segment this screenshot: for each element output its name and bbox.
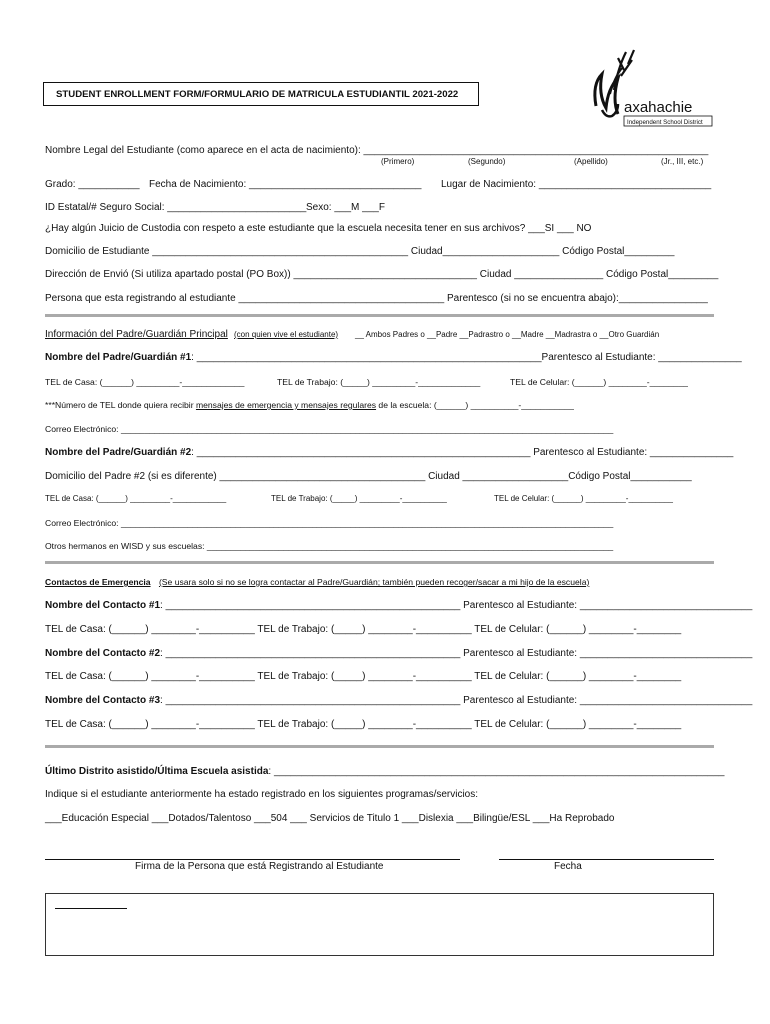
parent1-label: Nombre del Padre/Guardián #1 [45, 352, 192, 363]
section-divider [45, 314, 714, 317]
direccion-envio-field[interactable]: Dirección de Envió (Si utiliza apartado postal (PO Box)) _________________________________ Ciudad ________________ Código Postal_________ [45, 269, 719, 280]
contact1-row[interactable] [45, 600, 752, 611]
ultimo-distrito-row[interactable] [45, 766, 724, 777]
label-primero: (Primero) [381, 157, 415, 166]
lugar-nacimiento-field[interactable]: Lugar de Nacimiento: _______________________________ [441, 179, 712, 190]
emergency-phone-line[interactable]: de la escuela: (______) __________-___________ [376, 400, 574, 410]
id-estatal-field[interactable]: ID Estatal/# Seguro Social: _________________________ [45, 202, 307, 213]
parent2-row[interactable] [45, 447, 733, 458]
contact2-tel-row[interactable]: TEL de Casa: (______) ________-__________ TEL de Trabajo: (_____) ________-__________ TEL de Celular: (______) ________-________ [45, 671, 682, 682]
emergency-heading-row [45, 577, 589, 587]
parent2-label: Nombre del Padre/Guardián #2 [45, 447, 192, 458]
district-logo [588, 44, 714, 130]
contact1-line[interactable]: : _____________________________________________________ Parentesco al Estudiante: _______________________________ [160, 600, 753, 611]
grado-field[interactable]: Grado: ___________ [45, 179, 140, 190]
logo-subtitle: Independent School District [627, 119, 703, 126]
parent2-line[interactable]: : ____________________________________________________________ Parentesco al Estudiante: _______________ [191, 447, 734, 458]
wheat-logo-icon [588, 44, 714, 130]
section-divider [45, 561, 714, 564]
emergency-phone-underlined: mensajes de emergencia y mensajes regulares [195, 400, 377, 410]
parent1-line[interactable]: : ______________________________________________________________Parentesco al Estudiante: _______________ [191, 352, 742, 363]
domicilio-field[interactable]: Domicilio de Estudiante ______________________________________________ Ciudad_____________________ Código Postal_________ [45, 246, 675, 257]
label-apellido: (Apellido) [574, 157, 608, 166]
date-label: Fecha [554, 861, 582, 872]
parent-section-heading: Información del Padre/Guardián Principal [45, 329, 228, 340]
contact2-row[interactable] [45, 648, 752, 659]
label-segundo: (Segundo) [468, 157, 506, 166]
form-title: STUDENT ENROLLMENT FORM/FORMULARIO DE MATRICULA ESTUDIANTIL 2021-2022 [56, 89, 459, 100]
parent1-row[interactable] [45, 352, 742, 363]
custodia-question[interactable]: ¿Hay algún Juicio de Custodia con respeto a este estudiante que la escuela necesita tener en sus archivos? ___SI ___ NO [45, 223, 592, 234]
contact2-line[interactable]: : _____________________________________________________ Parentesco al Estudiante: _______________________________ [160, 648, 753, 659]
ultimo-distrito-label: Último Distrito asistido/Última Escuela asistida [45, 766, 269, 777]
correo1-field[interactable]: Correo Electrónico: _______________________________________________________________________________________________________ [45, 424, 614, 434]
domicilio2-field[interactable]: Domicilio del Padre #2 (si es diferente) _____________________________________ Ciudad ___________________Código Postal___________ [45, 471, 692, 482]
parent-options[interactable]: __ Ambos Padres o __Padre __Padrastro o __Madre __Madrastra o __Otro Guardián [355, 330, 660, 339]
parent1-tel-casa[interactable]: TEL de Casa: (______) _________-_____________ [45, 377, 245, 387]
parent-section-note: (con quien vive el estudiante) [234, 330, 339, 339]
contact3-row[interactable] [45, 695, 752, 706]
contact3-tel-row[interactable]: TEL de Casa: (______) ________-__________ TEL de Trabajo: (_____) ________-__________ TEL de Celular: (______) ________-________ [45, 719, 682, 730]
sexo-field[interactable]: Sexo: ___M ___F [306, 202, 385, 213]
section-divider [45, 745, 714, 748]
emergency-heading: Contactos de Emergencia [45, 577, 151, 587]
office-use-box [45, 893, 714, 956]
contact1-tel-row[interactable]: TEL de Casa: (______) ________-__________ TEL de Trabajo: (_____) ________-__________ TEL de Celular: (______) ________-________ [45, 624, 682, 635]
correo2-field[interactable]: Correo Electrónico: _______________________________________________________________________________________________________ [45, 518, 614, 528]
emergency-heading-note: (Se usara solo si no se logra contactar al Padre/Guardián; también pueden recoger/sacar a mi hijo de la escuela) [158, 577, 590, 587]
date-line[interactable] [499, 859, 714, 860]
emergency-phone-row[interactable] [45, 400, 574, 410]
form-title-box [43, 82, 479, 106]
contact3-line[interactable]: : _____________________________________________________ Parentesco al Estudiante: _______________________________ [160, 695, 753, 706]
fecha-nacimiento-field[interactable]: Fecha de Nacimiento: _______________________________ [149, 179, 422, 190]
parent1-tel-celular[interactable]: TEL de Celular: (______) ________-________ [510, 377, 688, 387]
persona-registrando-field[interactable]: Persona que esta registrando al estudiante _____________________________________ Parentesco (si no se encuentra abajo):________________ [45, 293, 708, 304]
ultimo-distrito-line[interactable]: : _________________________________________________________________________________ [268, 766, 725, 777]
emergency-phone-text: ***Número de TEL donde quiera recibir [45, 400, 196, 410]
contact1-label: Nombre del Contacto #1 [45, 600, 161, 611]
logo-text: axahachie [624, 99, 693, 116]
label-suffix: (Jr., III, etc.) [661, 157, 704, 166]
office-use-line[interactable] [55, 908, 127, 909]
contact2-label: Nombre del Contacto #2 [45, 648, 161, 659]
signature-label: Firma de la Persona que está Registrando al Estudiante [135, 861, 384, 872]
hermanos-field[interactable]: Otros hermanos en WISD y sus escuelas: _____________________________________________________________________________________ [45, 541, 614, 551]
student-name-field[interactable]: Nombre Legal del Estudiante (como aparece en el acta de nacimiento): ______________________________________________________________ [45, 145, 709, 156]
parent2-tel-celular[interactable]: TEL de Celular: (______) _________-__________ [494, 494, 673, 503]
contact3-label: Nombre del Contacto #3 [45, 695, 161, 706]
parent2-tel-trabajo[interactable]: TEL de Trabajo: (_____) _________-__________ [271, 494, 447, 503]
programas-instruction: Indique si el estudiante anteriormente ha estado registrado en los siguientes programas/servicios: [45, 789, 479, 800]
programas-options[interactable]: ___Educación Especial ___Dotados/Talentoso ___504 ___ Servicios de Titulo 1 ___Dislexia ___Bilingüe/ESL ___Ha Reprobado [45, 813, 615, 824]
parent1-tel-trabajo[interactable]: TEL de Trabajo: (_____) _________-_____________ [277, 377, 481, 387]
parent2-tel-casa[interactable]: TEL de Casa: (______) _________-____________ [45, 494, 227, 503]
signature-line[interactable] [45, 859, 460, 860]
